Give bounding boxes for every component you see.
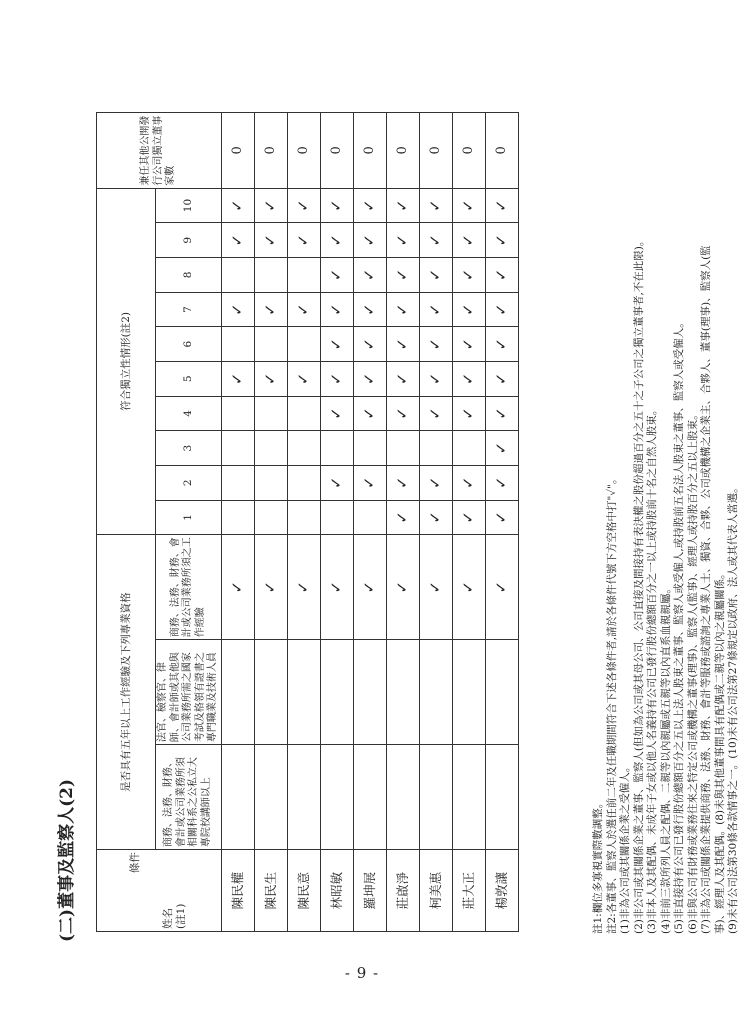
independence-check-4: ✓ [320, 396, 353, 431]
note-line: (7)非為公司或關係企業提供商務、法務、財務、會計等服務或諮詢之專業人士、獨資、合夥、公司或機構之企業主、合夥人、董事(理事)、監察人(監 [700, 245, 712, 934]
independence-check-3 [320, 431, 353, 466]
independence-check-3 [254, 431, 287, 466]
table-row [320, 113, 353, 932]
experience-check-3: ✓ [419, 535, 452, 640]
independence-check-3 [452, 431, 485, 466]
independence-check-3 [353, 431, 386, 466]
independence-check-6: ✓ [320, 327, 353, 362]
independence-check-1 [287, 500, 320, 535]
independence-check-1 [320, 500, 353, 535]
director-name: 楊敦讓 [485, 850, 518, 932]
independence-check-2: ✓ [452, 465, 485, 500]
experience-check-2 [287, 640, 320, 745]
experience-check-1 [287, 745, 320, 850]
independence-check-3 [221, 431, 254, 466]
independence-check-4 [254, 396, 287, 431]
independence-check-7: ✓ [287, 292, 320, 327]
header-ind-5: 5 [156, 361, 222, 396]
independence-check-9: ✓ [485, 223, 518, 258]
note-line: (4)非前三款所列人員之配偶、二親等以內親屬或五親等以內直系血親親屬。 [659, 583, 672, 934]
independence-check-9: ✓ [221, 223, 254, 258]
director-name: 陳民意 [287, 850, 320, 932]
independence-check-5: ✓ [221, 361, 254, 396]
header-name: 姓名 [162, 908, 175, 929]
experience-check-1 [254, 745, 287, 850]
experience-check-2 [221, 640, 254, 745]
page-number: - 9 - [344, 964, 380, 982]
independence-check-7: ✓ [320, 292, 353, 327]
table-row [254, 113, 287, 932]
independence-check-4: ✓ [419, 396, 452, 431]
independence-check-10: ✓ [320, 188, 353, 223]
other-boards-count: 0 [353, 113, 386, 189]
header-ind-10: 10 [156, 188, 222, 223]
independence-check-1 [353, 500, 386, 535]
independence-check-4: ✓ [452, 396, 485, 431]
header-ind-6: 6 [156, 327, 222, 362]
independence-check-2: ✓ [386, 465, 419, 500]
note-line: (6)非與公司有財務或業務往來之特定公司或機構之董事(理事)、監察人(監事)、經理人或持股百分之五以上股東。 [686, 409, 699, 934]
other-boards-count: 0 [485, 113, 518, 189]
director-name: 陳民權 [221, 850, 254, 932]
experience-check-2 [320, 640, 353, 745]
note-line: (3)非本人及其配偶、未成年子女或以他人名義持有公司已發行股份總額百分之一以上或持股前十名之自然人股東。 [646, 404, 658, 934]
experience-check-1 [452, 745, 485, 850]
independence-check-9: ✓ [287, 223, 320, 258]
experience-check-2 [386, 640, 419, 745]
independence-check-5: ✓ [320, 361, 353, 396]
other-boards-count: 0 [287, 113, 320, 189]
independence-check-4 [287, 396, 320, 431]
note-line: (2)非公司或其關係企業之董事、監察人(但如為公司或其母公司、公司直接及間接持有表決權之股份超過百分之五十之子公司之獨立董事者,不在此限)。 [632, 235, 645, 934]
independence-check-3 [419, 431, 452, 466]
note-line: (1)非為公司或其關係企業之受僱人。 [619, 761, 631, 934]
independence-check-9: ✓ [320, 223, 353, 258]
independence-check-8: ✓ [353, 258, 386, 293]
header-independence-group: 符合獨立性情形(註2) [97, 188, 156, 535]
independence-check-7: ✓ [386, 292, 419, 327]
independence-check-9: ✓ [386, 223, 419, 258]
director-name: 柯美惠 [419, 850, 452, 932]
independence-check-10: ✓ [386, 188, 419, 223]
experience-check-1 [386, 745, 419, 850]
header-exp2: 法官、檢察官、律師、會計師或其他與公司業務所需之國家考試及格領有證書之專門職業及技術人員 [156, 640, 222, 745]
table-body [221, 113, 518, 932]
note-line: (5)非直接持有公司已發行股份總額百分之五以上法人股東之董事、監察人或受僱人,或持股前五名法人股東之董事、監察人或受僱人。 [673, 317, 685, 934]
experience-check-3: ✓ [386, 535, 419, 640]
experience-check-3: ✓ [254, 535, 287, 640]
independence-check-9: ✓ [254, 223, 287, 258]
independence-check-6 [287, 327, 320, 362]
independence-check-6: ✓ [485, 327, 518, 362]
experience-check-3: ✓ [221, 535, 254, 640]
note-line: (9)未有公司法第30條各款情事之一。(10)未有公司法第27條規定以政府、法人或其代表人當選。 [727, 482, 739, 934]
experience-check-3: ✓ [287, 535, 320, 640]
independence-check-2: ✓ [353, 465, 386, 500]
header-exp3: 商務、法務、財務、會計或公司業務所須之工作經驗 [156, 535, 222, 640]
header-condition: 條件 [129, 852, 142, 874]
independence-check-10: ✓ [485, 188, 518, 223]
independence-check-8 [254, 258, 287, 293]
independence-check-9: ✓ [353, 223, 386, 258]
experience-check-2 [452, 640, 485, 745]
rotated-content [52, 112, 739, 942]
other-boards-count: 0 [386, 113, 419, 189]
table-row [419, 113, 452, 932]
independence-check-6 [221, 327, 254, 362]
independence-check-3 [287, 431, 320, 466]
table-row [287, 113, 320, 932]
independence-check-9: ✓ [419, 223, 452, 258]
experience-check-3: ✓ [452, 535, 485, 640]
independence-check-9: ✓ [452, 223, 485, 258]
experience-check-1 [419, 745, 452, 850]
independence-check-8 [287, 258, 320, 293]
independence-check-7: ✓ [485, 292, 518, 327]
header-ind-3: 3 [156, 431, 222, 466]
header-experience-group: 是否具有五年以上工作經驗及下列專業資格 [97, 535, 156, 850]
table-row [386, 113, 419, 932]
experience-check-3: ✓ [485, 535, 518, 640]
independence-check-1: ✓ [485, 500, 518, 535]
header-ind-4: 4 [156, 396, 222, 431]
independence-check-10: ✓ [287, 188, 320, 223]
independence-check-8: ✓ [485, 258, 518, 293]
header-ind-8: 8 [156, 258, 222, 293]
independence-check-8: ✓ [320, 258, 353, 293]
director-name: 林昭敏 [320, 850, 353, 932]
experience-check-3: ✓ [320, 535, 353, 640]
independence-check-5: ✓ [419, 361, 452, 396]
director-name: 莊啟淨 [386, 850, 419, 932]
independence-check-5: ✓ [485, 361, 518, 396]
header-name-note: (註1) [175, 903, 188, 929]
other-boards-count: 0 [320, 113, 353, 189]
independence-check-7: ✓ [254, 292, 287, 327]
independence-check-5: ✓ [353, 361, 386, 396]
header-ind-7: 7 [156, 292, 222, 327]
independence-check-4: ✓ [353, 396, 386, 431]
table-row [452, 113, 485, 932]
independence-check-2 [221, 465, 254, 500]
table-row [221, 113, 254, 932]
independence-check-10: ✓ [254, 188, 287, 223]
independence-check-8 [221, 258, 254, 293]
independence-check-4: ✓ [386, 396, 419, 431]
independence-check-1: ✓ [386, 500, 419, 535]
independence-check-8: ✓ [386, 258, 419, 293]
experience-check-3: ✓ [353, 535, 386, 640]
director-name: 羅坤展 [353, 850, 386, 932]
other-boards-count: 0 [452, 113, 485, 189]
independence-check-7: ✓ [221, 292, 254, 327]
independence-check-6: ✓ [419, 327, 452, 362]
experience-check-1 [485, 745, 518, 850]
note-line: 註2:各董事、監察人於選任前二年及任職期間符合下述各條件者,請於各條件代號下方空格中打"✓"。 [605, 473, 618, 934]
independence-table [96, 112, 519, 932]
independence-check-2: ✓ [485, 465, 518, 500]
header-ind-2: 2 [156, 465, 222, 500]
independence-check-10: ✓ [419, 188, 452, 223]
independence-check-7: ✓ [452, 292, 485, 327]
table-row [485, 113, 518, 932]
independence-check-8: ✓ [419, 258, 452, 293]
independence-check-6: ✓ [353, 327, 386, 362]
independence-check-1: ✓ [452, 500, 485, 535]
independence-check-2 [287, 465, 320, 500]
table-row [353, 113, 386, 932]
header-condition-name [97, 850, 222, 932]
independence-check-2: ✓ [320, 465, 353, 500]
other-boards-count: 0 [419, 113, 452, 189]
director-name: 陳民生 [254, 850, 287, 932]
experience-check-1 [320, 745, 353, 850]
independence-check-8: ✓ [452, 258, 485, 293]
independence-check-5: ✓ [452, 361, 485, 396]
note-line: 事)、經理人及其配偶。(8)未與其他董事間具有配偶或二親等以內之親屬關係。 [713, 568, 726, 934]
independence-check-1: ✓ [419, 500, 452, 535]
header-exp1: 商務、法務、財務、會計或公司業務所須相關科系之公私立大專院校講師以上 [156, 745, 222, 850]
independence-check-4 [221, 396, 254, 431]
independence-check-2 [254, 465, 287, 500]
header-other-boards: 兼任其他公開發行公司獨立董事家數 [97, 113, 222, 189]
note-line: 註1:欄位多寡視實際數調整。 [592, 797, 604, 934]
other-boards-count: 0 [254, 113, 287, 189]
independence-check-6: ✓ [386, 327, 419, 362]
independence-check-7: ✓ [353, 292, 386, 327]
independence-check-2: ✓ [419, 465, 452, 500]
independence-check-6 [254, 327, 287, 362]
experience-check-2 [419, 640, 452, 745]
independence-check-10: ✓ [353, 188, 386, 223]
other-boards-count: 0 [221, 113, 254, 189]
independence-check-4: ✓ [485, 396, 518, 431]
director-name: 莊大正 [452, 850, 485, 932]
experience-check-2 [485, 640, 518, 745]
experience-check-1 [353, 745, 386, 850]
section-title: (二)董事及監察人(2) [57, 778, 77, 942]
independence-check-5: ✓ [254, 361, 287, 396]
independence-check-1 [221, 500, 254, 535]
header-ind-9: 9 [156, 223, 222, 258]
experience-check-2 [254, 640, 287, 745]
independence-check-3 [386, 431, 419, 466]
independence-check-5: ✓ [386, 361, 419, 396]
independence-check-3: ✓ [485, 431, 518, 466]
independence-check-10: ✓ [452, 188, 485, 223]
independence-check-1 [254, 500, 287, 535]
independence-check-7: ✓ [419, 292, 452, 327]
experience-check-2 [353, 640, 386, 745]
header-ind-1: 1 [156, 500, 222, 535]
notes [592, 114, 741, 934]
independence-check-6: ✓ [452, 327, 485, 362]
experience-check-1 [221, 745, 254, 850]
independence-check-5: ✓ [287, 361, 320, 396]
independence-check-10: ✓ [221, 188, 254, 223]
